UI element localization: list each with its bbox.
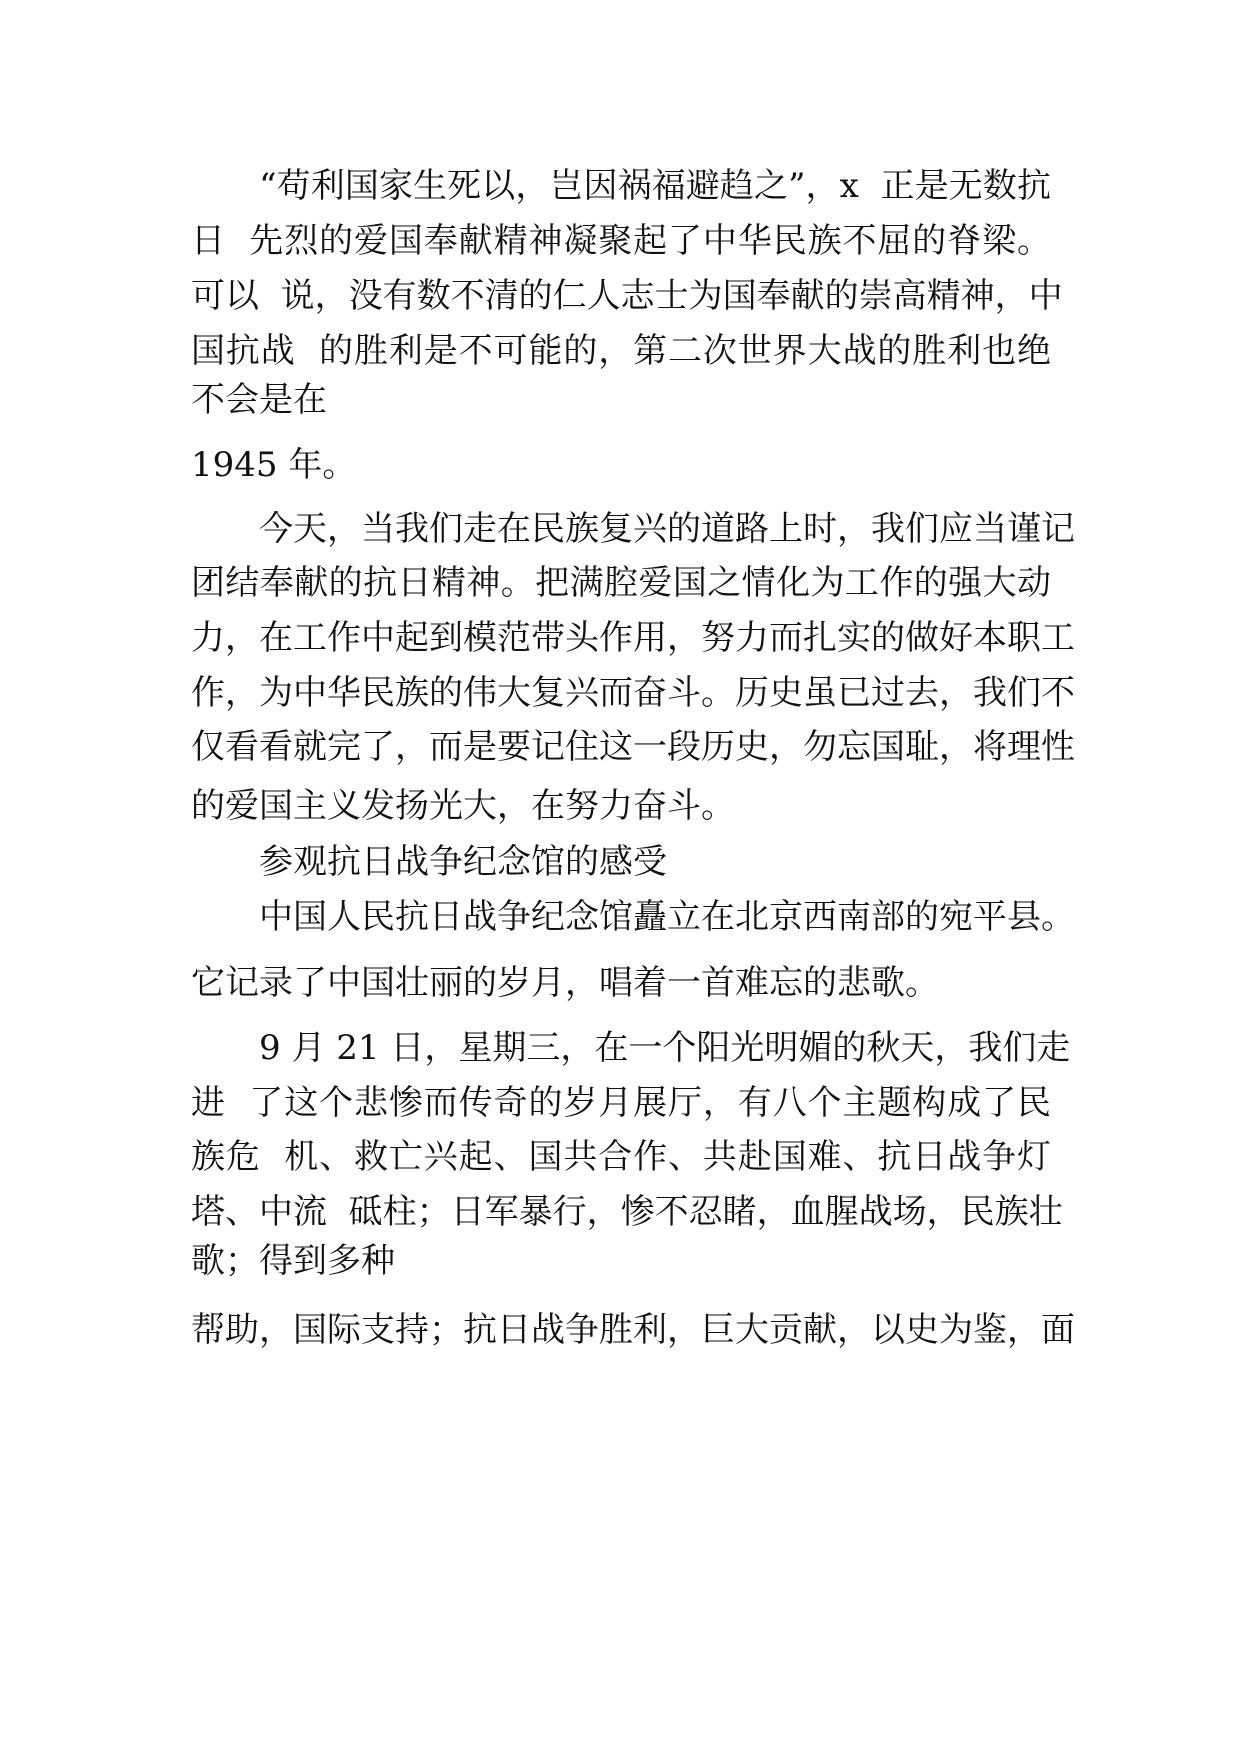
paragraph-line: 日 先烈的爱国奉献精神凝聚起了中华民族不屈的脊梁。 (191, 221, 1051, 261)
paragraph-line: 它记录了中国壮丽的岁月，唱着一首难忘的悲歌。 (191, 963, 939, 1003)
section-title: 参观抗日战争纪念馆的感受 (191, 842, 667, 882)
paragraph-line: 歌；得到多种 (191, 1241, 395, 1281)
paragraph-line: 中国人民抗日战争纪念馆矗立在北京西南部的宛平县。 (191, 897, 1075, 937)
paragraph-line: 帮助，国际支持；抗日战争胜利，巨大贡献，以史为鉴，面 (191, 1310, 1075, 1350)
paragraph-line: 仅看看就完了，而是要记住这一段历史，勿忘国耻，将理性 (191, 727, 1075, 767)
paragraph-line: 进 了这个悲惨而传奇的岁月展厅，有八个主题构成了民 (191, 1083, 1051, 1123)
paragraph-line: 的爱国主义发扬光大，在努力奋斗。 (191, 786, 735, 826)
paragraph-line: 力，在工作中起到模范带头作用，努力而扎实的做好本职工 (191, 618, 1075, 658)
paragraph-line: “苟利国家生死以，岂因祸福避趋之”，x 正是无数抗 (191, 166, 1051, 206)
paragraph-line: 作，为中华民族的伟大复兴而奋斗。历史虽已过去，我们不 (191, 673, 1075, 713)
paragraph-line: 今天，当我们走在民族复兴的道路上时，我们应当谨记 (191, 509, 1075, 549)
paragraph-line: 9 月 21 日，星期三，在一个阳光明媚的秋天，我们走 (191, 1028, 1071, 1068)
paragraph-line: 可以 说，没有数不清的仁人志士为国奉献的崇高精神，中 (191, 276, 1063, 316)
paragraph-line: 国抗战 的胜利是不可能的，第二次世界大战的胜利也绝 (191, 331, 1051, 371)
paragraph-line: 不会是在 (191, 380, 327, 420)
paragraph-line: 1945 年。 (191, 445, 357, 485)
paragraph-line: 团结奉献的抗日精神。把满腔爱国之情化为工作的强大动 (191, 563, 1051, 603)
paragraph-line: 族危 机、救亡兴起、国共合作、共赴国难、抗日战争灯 (191, 1137, 1051, 1177)
paragraph-line: 塔、中流 砥柱；日军暴行，惨不忍睹，血腥战场，民族壮 (191, 1192, 1063, 1232)
